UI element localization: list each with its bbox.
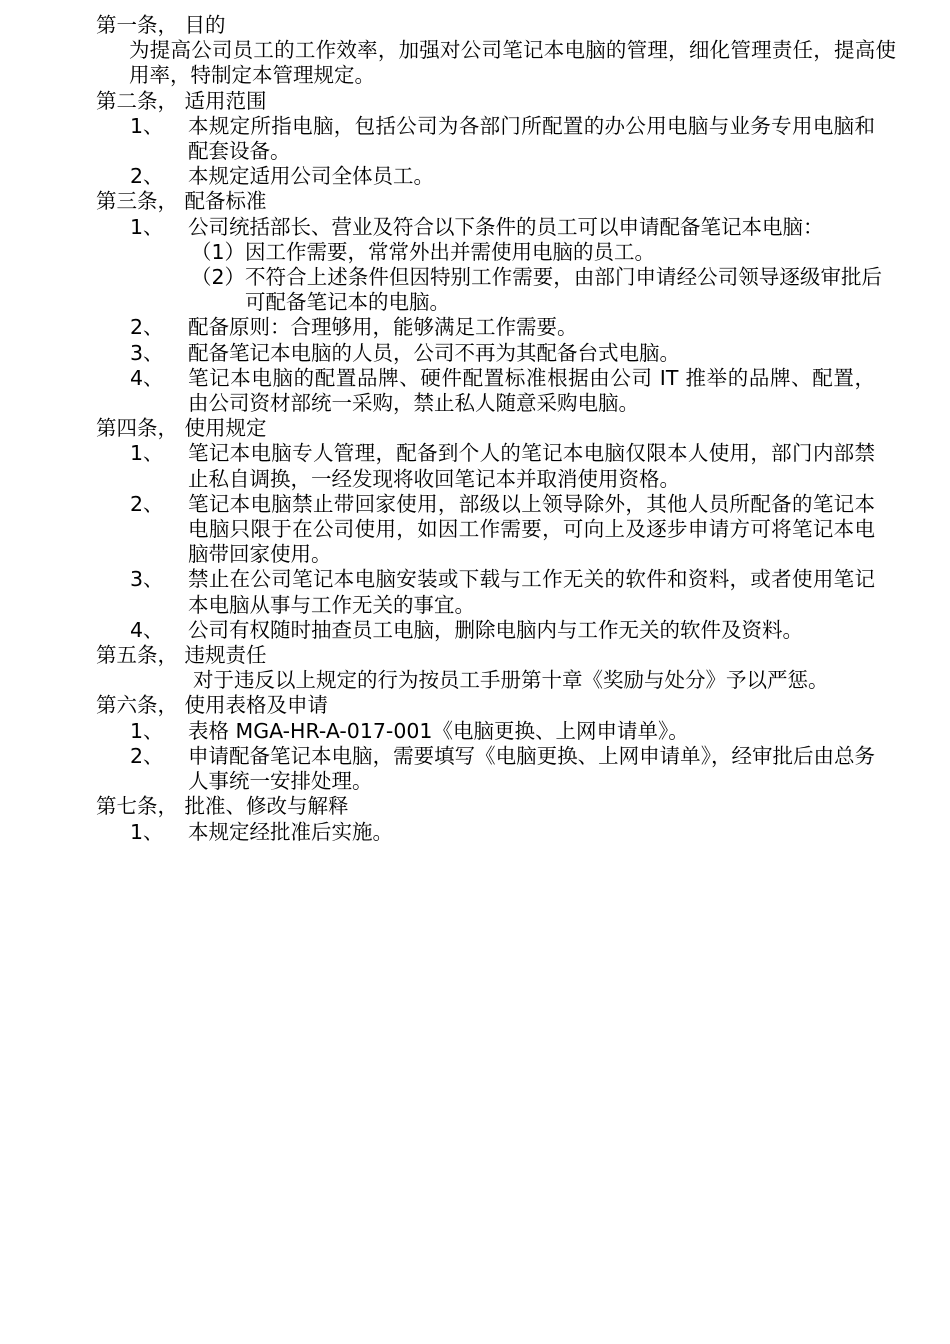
item-text: 配备原则：合理够用，能够满足工作需要。 [188, 315, 578, 340]
item-number: 1、 [130, 113, 164, 138]
sub-item-number: （2） [191, 265, 246, 290]
item-number: 1、 [130, 819, 164, 844]
sub-item-text: 不符合上述条件但因特别工作需要，由部门申请经公司领导逐级审批后可配备笔记本的电脑。 [245, 265, 883, 315]
item-text: 表格 MGA-HR-A-017-001《电脑更换、上网申请单》。 [188, 718, 689, 743]
list-item [96, 315, 896, 340]
item-number: 2、 [130, 164, 164, 189]
list-item [96, 618, 896, 643]
sub-item [96, 265, 896, 315]
list-item [96, 567, 896, 617]
article-title: 第三条， 配备标准 [96, 189, 267, 214]
item-text: 笔记本电脑专人管理，配备到个人的笔记本电脑仅限本人使用，部门内部禁止私自调换，一经发现将收回笔记本并取消使用资格。 [188, 441, 875, 491]
item-number: 2、 [130, 491, 164, 516]
article-section [96, 189, 896, 416]
article-section [96, 13, 896, 89]
list-item [96, 492, 896, 568]
item-number: 3、 [130, 340, 164, 365]
document-body [96, 13, 896, 845]
item-number: 3、 [130, 567, 164, 592]
sub-item-number: （1） [191, 239, 246, 264]
item-number: 2、 [130, 743, 164, 768]
article-title: 第六条， 使用表格及申请 [96, 693, 329, 718]
article-section [96, 643, 896, 693]
item-number: 4、 [130, 365, 164, 390]
article-paragraph: 对于违反以上规定的行为按员工手册第十章《奖励与处分》予以严惩。 [193, 668, 829, 693]
list-item [96, 744, 896, 794]
article-title: 第五条， 违规责任 [96, 643, 267, 668]
item-number: 1、 [130, 718, 164, 743]
item-text: 笔记本电脑的配置品牌、硬件配置标准根据由公司 IT 推举的品牌、配置，由公司资材部统一采购，禁止私人随意采购电脑。 [188, 365, 875, 416]
item-text: 本规定适用公司全体员工。 [188, 164, 434, 189]
article-section [96, 416, 896, 643]
article-title: 第七条， 批准、修改与解释 [96, 794, 349, 819]
item-text: 禁止在公司笔记本电脑安装或下载与工作无关的软件和资料，或者使用笔记本电脑从事与工作无关的事宜。 [188, 567, 875, 617]
article-section [96, 794, 896, 844]
item-number: 1、 [130, 441, 164, 466]
list-item [96, 114, 896, 164]
list-item [96, 341, 896, 366]
item-text: 公司有权随时抽查员工电脑，删除电脑内与工作无关的软件及资料。 [188, 617, 803, 642]
article-title: 第二条， 适用范围 [96, 88, 267, 113]
list-item [96, 820, 896, 845]
item-text: 本规定经批准后实施。 [188, 819, 393, 844]
list-item [96, 215, 896, 240]
article-title: 第四条， 使用规定 [96, 416, 267, 441]
item-number: 1、 [130, 214, 164, 239]
item-text: 配备笔记本电脑的人员，公司不再为其配备台式电脑。 [188, 340, 680, 365]
article-section [96, 89, 896, 190]
item-text: 申请配备笔记本电脑，需要填写《电脑更换、上网申请单》，经审批后由总务人事统一安排处理。 [188, 743, 875, 794]
article-paragraph: 为提高公司员工的工作效率，加强对公司笔记本电脑的管理，细化管理责任，提高使用率，特制定本管理规定。 [129, 38, 896, 88]
article-section [96, 693, 896, 794]
list-item [96, 719, 896, 744]
list-item [96, 164, 896, 189]
item-number: 2、 [130, 315, 164, 340]
item-text: 本规定所指电脑，包括公司为各部门所配置的办公用电脑与业务专用电脑和配套设备。 [188, 113, 875, 164]
list-item [96, 441, 896, 491]
sub-item [96, 240, 896, 265]
item-text: 笔记本电脑禁止带回家使用，部级以上领导除外，其他人员所配备的笔记本电脑只限于在公司使用，如因工作需要，可向上及逐步申请方可将笔记本电脑带回家使用。 [188, 491, 875, 567]
list-item [96, 366, 896, 416]
article-title: 第一条， 目的 [96, 13, 226, 37]
sub-item-text: 因工作需要，常常外出并需使用电脑的员工。 [245, 239, 656, 264]
item-number: 4、 [130, 617, 164, 642]
item-text: 公司统括部长、营业及符合以下条件的员工可以申请配备笔记本电脑： [188, 214, 824, 239]
